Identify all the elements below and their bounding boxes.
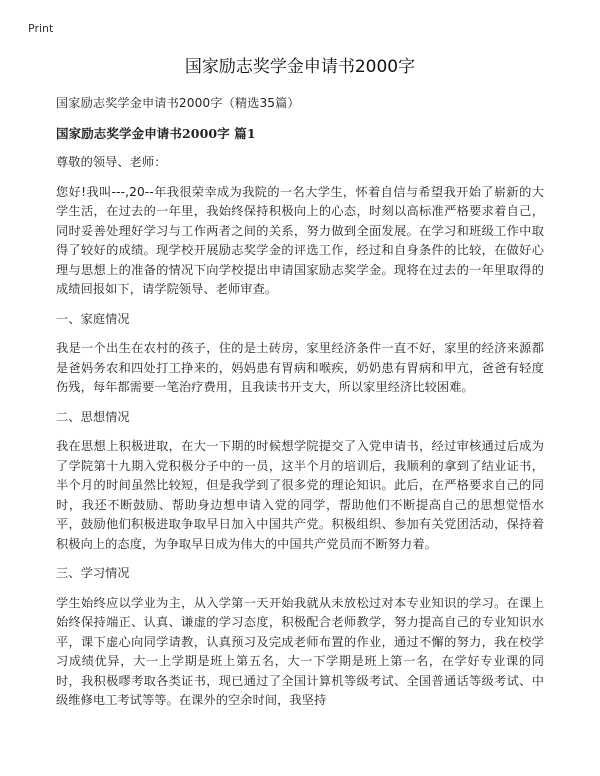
print-link[interactable]: Print: [28, 22, 54, 35]
article-title: 国家励志奖学金申请书2000字 篇1: [56, 125, 256, 141]
intro-paragraph: 您好!我叫---,20--年我很荣幸成为我院的一名大学生，怀着自信与希望我开始了崭新的大学生活，在过去的一年里，我始终保持积极向上的心态，时刻以高标准严格要求着自己，同时妥善处理好学习与工作两者之间的关系，努力做到全面发展。在学习和班级工作中取得了较好的成绩。现学校开展励志奖学金的评选工作，经过和自身条件的比较，在做好心理与思想上的准备的情况下向学校提出申请国家励志奖学金。现将在过去的一年里取得的成绩回报如下，请学院领导、老师审查。: [56, 184, 544, 296]
section-heading-study: 三、学习情况: [56, 566, 130, 580]
subtitle: 国家励志奖学金申请书2000字（精选35篇）: [56, 96, 300, 110]
document-body: [56, 94, 544, 711]
section-text-study: 学生始终应以学业为主，从入学第一天开始我就从未放松过对本专业知识的学习。在课上始终保持端正、认真、谦虚的学习态度，积极配合老师教学，努力提高自己的专业知识水平，课下虚心向同学请教，认真预习及完成老师布置的作业，通过不懈的努力，我在校学习成绩优异，大一上学期是班上第五名，大一下学期是班上第一名，在学好专业课的同时，我积极嘐考取各类证书，现已通过了全国计算机等级考试、全国普通话等级考试、中级维修电工考试等等。在课外的空余时间，我坚持: [56, 595, 544, 707]
section-heading-family: 一、家庭情况: [56, 311, 130, 326]
section-heading-ideology: 二、思想情况: [56, 409, 130, 424]
section-text-family: 我是一个出生在农村的孩子，住的是土砖房，家里经济条件一直不好，家里的经济来源都是爸妈务农和四处打工挣来的，妈妈患有胃病和喉疾，奶奶患有胃病和甲亢，爸爸有轻度伤残，每年都需要一笔治疗费用，且我读书开支大，所以家里经济比较困难。: [56, 341, 544, 394]
greeting: 尊敬的领导、老师：: [56, 155, 167, 169]
section-text-ideology: 我在思想上积极进取，在大一下期的时候想学院提交了入党申请书，经过审核通过后成为了学院第十九期入党积极分子中的一员，这半个月的培训后，我顺利的拿到了结业证书，半个月的时间虽然比较短，但是我学到了很多党的理论知识。此后，在严格要求自己的同时，我还不断鼓励、帮助身边想申请入党的同学，帮助他们不断提高自己的思想觉悟水平，鼓励他们积极进取争取早日加入中国共产党。积极组织、参加有关党团活动，保持着积极向上的态度，为争取早日成为伟大的中国共产党员而不断努力着。: [56, 439, 544, 551]
document-title: 国家励志奖学金申请书2000字: [184, 57, 416, 77]
